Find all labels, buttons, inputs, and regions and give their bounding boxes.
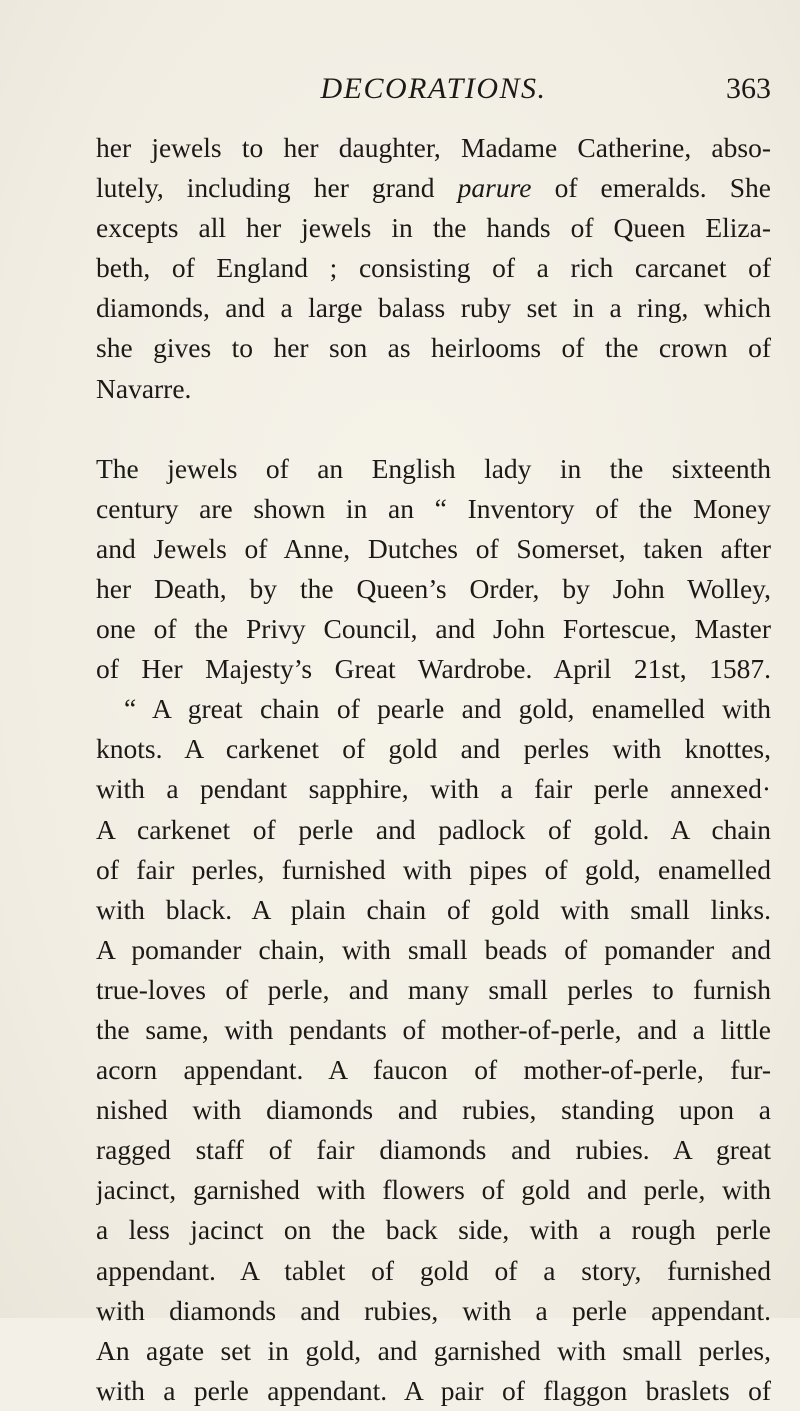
paragraph-1 — [96, 128, 771, 409]
text-line: with a perle appendant. A pair of flaggon braslets of — [96, 1374, 771, 1406]
text-line: An agate set in gold, and garnished with small perles, — [96, 1334, 771, 1366]
text-line: true-loves of perle, and many small perles to furnish — [96, 973, 771, 1005]
text-line — [96, 168, 771, 208]
italic-term: parure — [457, 172, 532, 204]
text-line: her Death, by the Queen’s Order, by John Wolley, — [96, 572, 771, 604]
text-line: with diamonds and rubies, with a perle appendant. — [96, 1294, 771, 1326]
text-line: “ A great chain of pearle and gold, enamelled with — [124, 693, 771, 725]
text-line: The jewels of an English lady in the sixteenth — [96, 452, 771, 484]
text-line: appendant. A tablet of gold of a story, furnished — [96, 1254, 771, 1286]
text-line: with black. A plain chain of gold with small links. — [96, 893, 771, 925]
text-line: knots. A carkenet of gold and perles with knottes, — [96, 733, 771, 765]
text-line: beth, of England ; consisting of a rich carcanet of — [96, 252, 771, 284]
paragraph-3 — [96, 689, 771, 1411]
text-line: and Jewels of Anne, Dutches of Somerset, taken after — [96, 532, 771, 564]
body-text — [96, 128, 771, 1411]
paragraph-2 — [96, 449, 771, 690]
text-line: A carkenet of perle and padlock of gold. A chain — [96, 813, 771, 845]
page-number: 363 — [726, 72, 771, 105]
paragraph-gap — [96, 409, 771, 449]
text-line: acorn appendant. A faucon of mother-of-perle, fur- — [96, 1054, 771, 1086]
text-line: one of the Privy Council, and John Fortescue, Master — [96, 613, 771, 645]
text-span: lutely, including her grand — [96, 172, 435, 204]
text-span: of emeralds. She — [554, 172, 771, 204]
text-line: her jewels to her daughter, Madame Catherine, abso- — [96, 132, 771, 163]
text-line: the same, with pendants of mother-of-perle, and a little — [96, 1013, 771, 1045]
text-line: Navarre. — [96, 372, 192, 404]
text-line: a less jacinct on the back side, with a rough perle — [96, 1214, 771, 1246]
running-head — [96, 72, 771, 112]
text-line: with a pendant sapphire, with a fair perle annexed· — [96, 773, 771, 805]
text-line: diamonds, and a large balass ruby set in a ring, which — [96, 292, 771, 324]
text-line: ragged staff of fair diamonds and rubies. A great — [96, 1134, 771, 1166]
running-title: DECORATIONS. — [320, 72, 547, 105]
text-line: A pomander chain, with small beads of pomander and — [96, 933, 771, 965]
text-line: nished with diamonds and rubies, standing upon a — [96, 1094, 771, 1126]
text-line: jacinct, garnished with flowers of gold and perle, with — [96, 1174, 771, 1206]
text-line: of fair perles, furnished with pipes of gold, enamelled — [96, 853, 771, 885]
text-line: of Her Majesty’s Great Wardrobe. April 21st, 1587. — [96, 653, 771, 685]
text-line: century are shown in an “ Inventory of the Money — [96, 492, 771, 524]
text-line: excepts all her jewels in the hands of Queen Eliza- — [96, 212, 771, 244]
text-line: she gives to her son as heirlooms of the crown of — [96, 332, 771, 364]
